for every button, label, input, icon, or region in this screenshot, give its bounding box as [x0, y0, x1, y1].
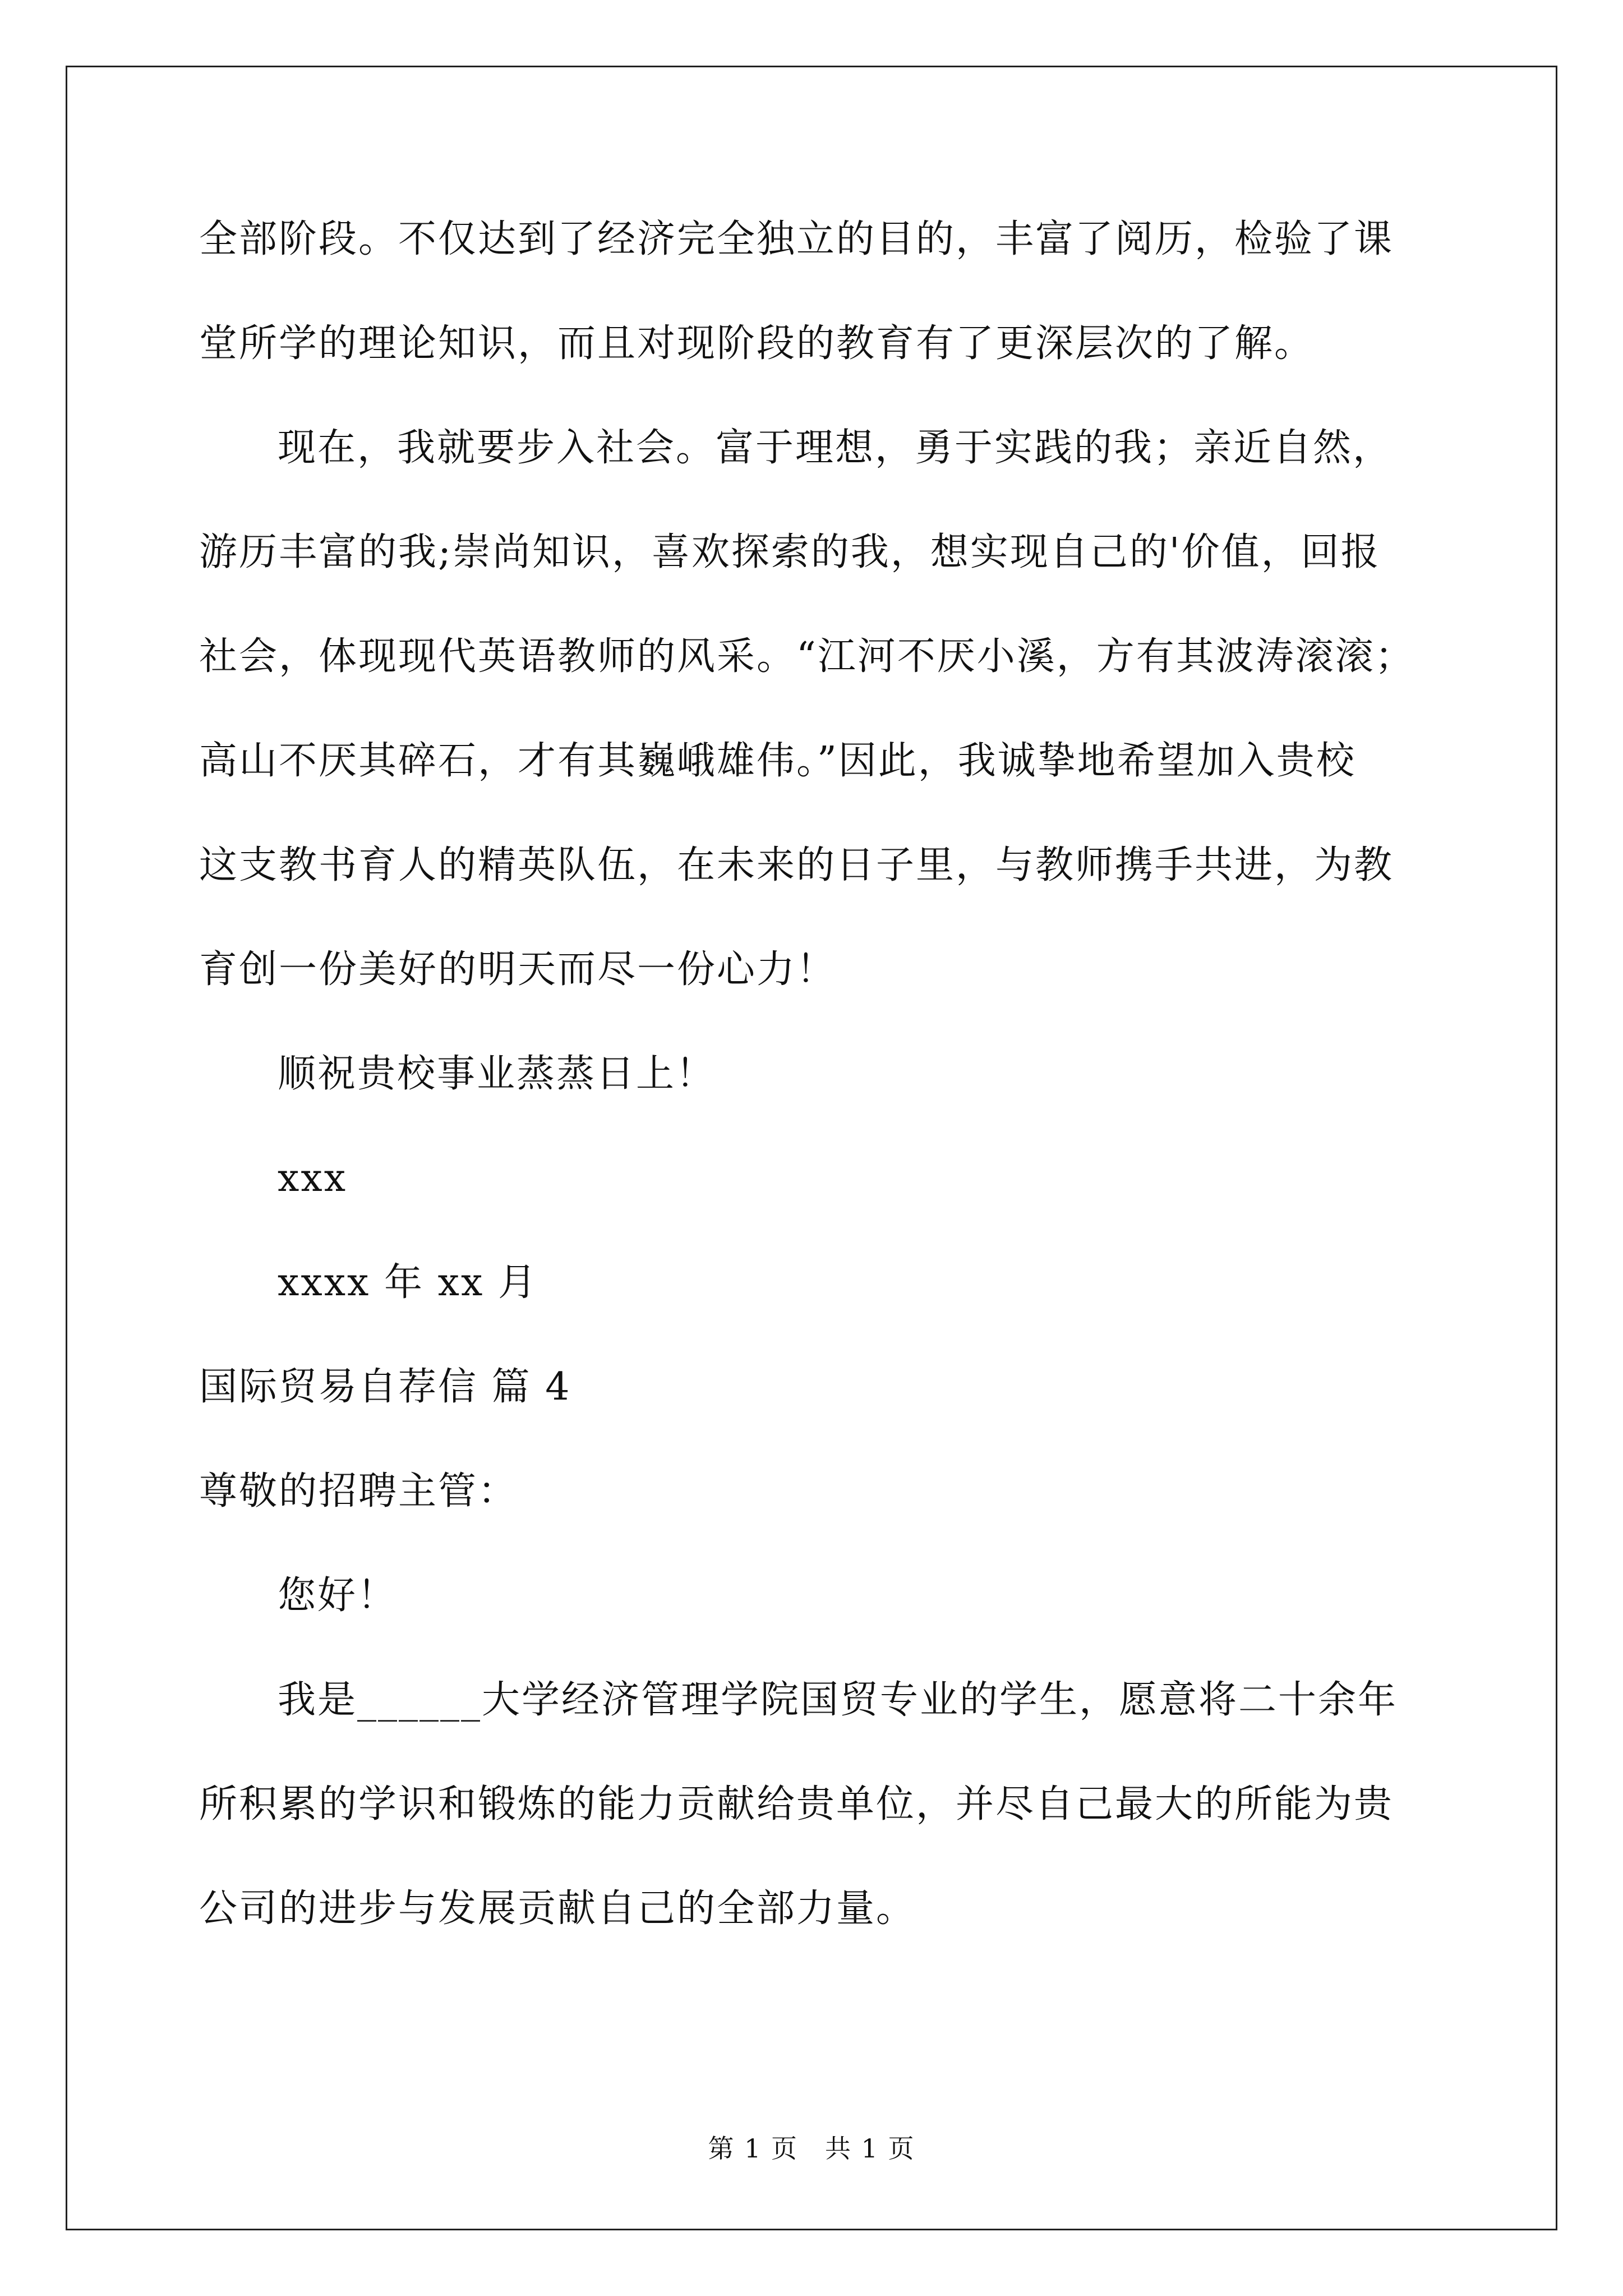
text-line: 社会，体现现代英语教师的风采。“江河不厌小溪，方有其波涛滚滚； — [199, 634, 1415, 679]
section-heading: 国际贸易自荐信 篇 4 — [199, 1365, 571, 1409]
signature: xxx — [278, 1156, 348, 1200]
closing-wish: 顺祝贵校事业蒸蒸日上！ — [278, 1052, 716, 1096]
greeting: 您好！ — [278, 1573, 398, 1618]
text-line: 所积累的学识和锻炼的能力贡献给贵单位，并尽自己最大的所能为贵 — [199, 1782, 1394, 1826]
page-footer — [0, 2132, 1623, 2165]
document-body — [199, 213, 1444, 1987]
page-number: 第 1 页 — [708, 2133, 798, 2164]
text-line: 育创一份美好的明天而尽一份心力！ — [199, 947, 837, 992]
text-line: 游历丰富的我;崇尚知识，喜欢探索的我，想实现自己的'价值，回报 — [199, 530, 1381, 574]
text-line: 现在，我就要步入社会。富于理想，勇于实践的我；亲近自然， — [278, 426, 1393, 470]
page-total: 共 1 页 — [825, 2133, 915, 2164]
salutation: 尊敬的招聘主管： — [199, 1469, 518, 1513]
text-line: 我是______大学经济管理学院国贸专业的学生，愿意将二十余年 — [278, 1678, 1398, 1722]
text-line: 堂所学的理论知识，而且对现阶段的教育有了更深层次的了解。 — [199, 321, 1315, 366]
date-line: xxxx 年 xx 月 — [278, 1260, 538, 1305]
text-line: 公司的进步与发展贡献自己的全部力量。 — [199, 1887, 916, 1931]
text-line: 高山不厌其碎石，才有其巍峨雄伟。”因此，我诚挚地希望加入贵校 — [199, 739, 1356, 783]
text-line: 全部阶段。不仅达到了经济完全独立的目的，丰富了阅历，检验了课 — [199, 217, 1394, 261]
text-line: 这支教书育人的精英队伍，在未来的日子里，与教师携手共进，为教 — [199, 843, 1394, 887]
